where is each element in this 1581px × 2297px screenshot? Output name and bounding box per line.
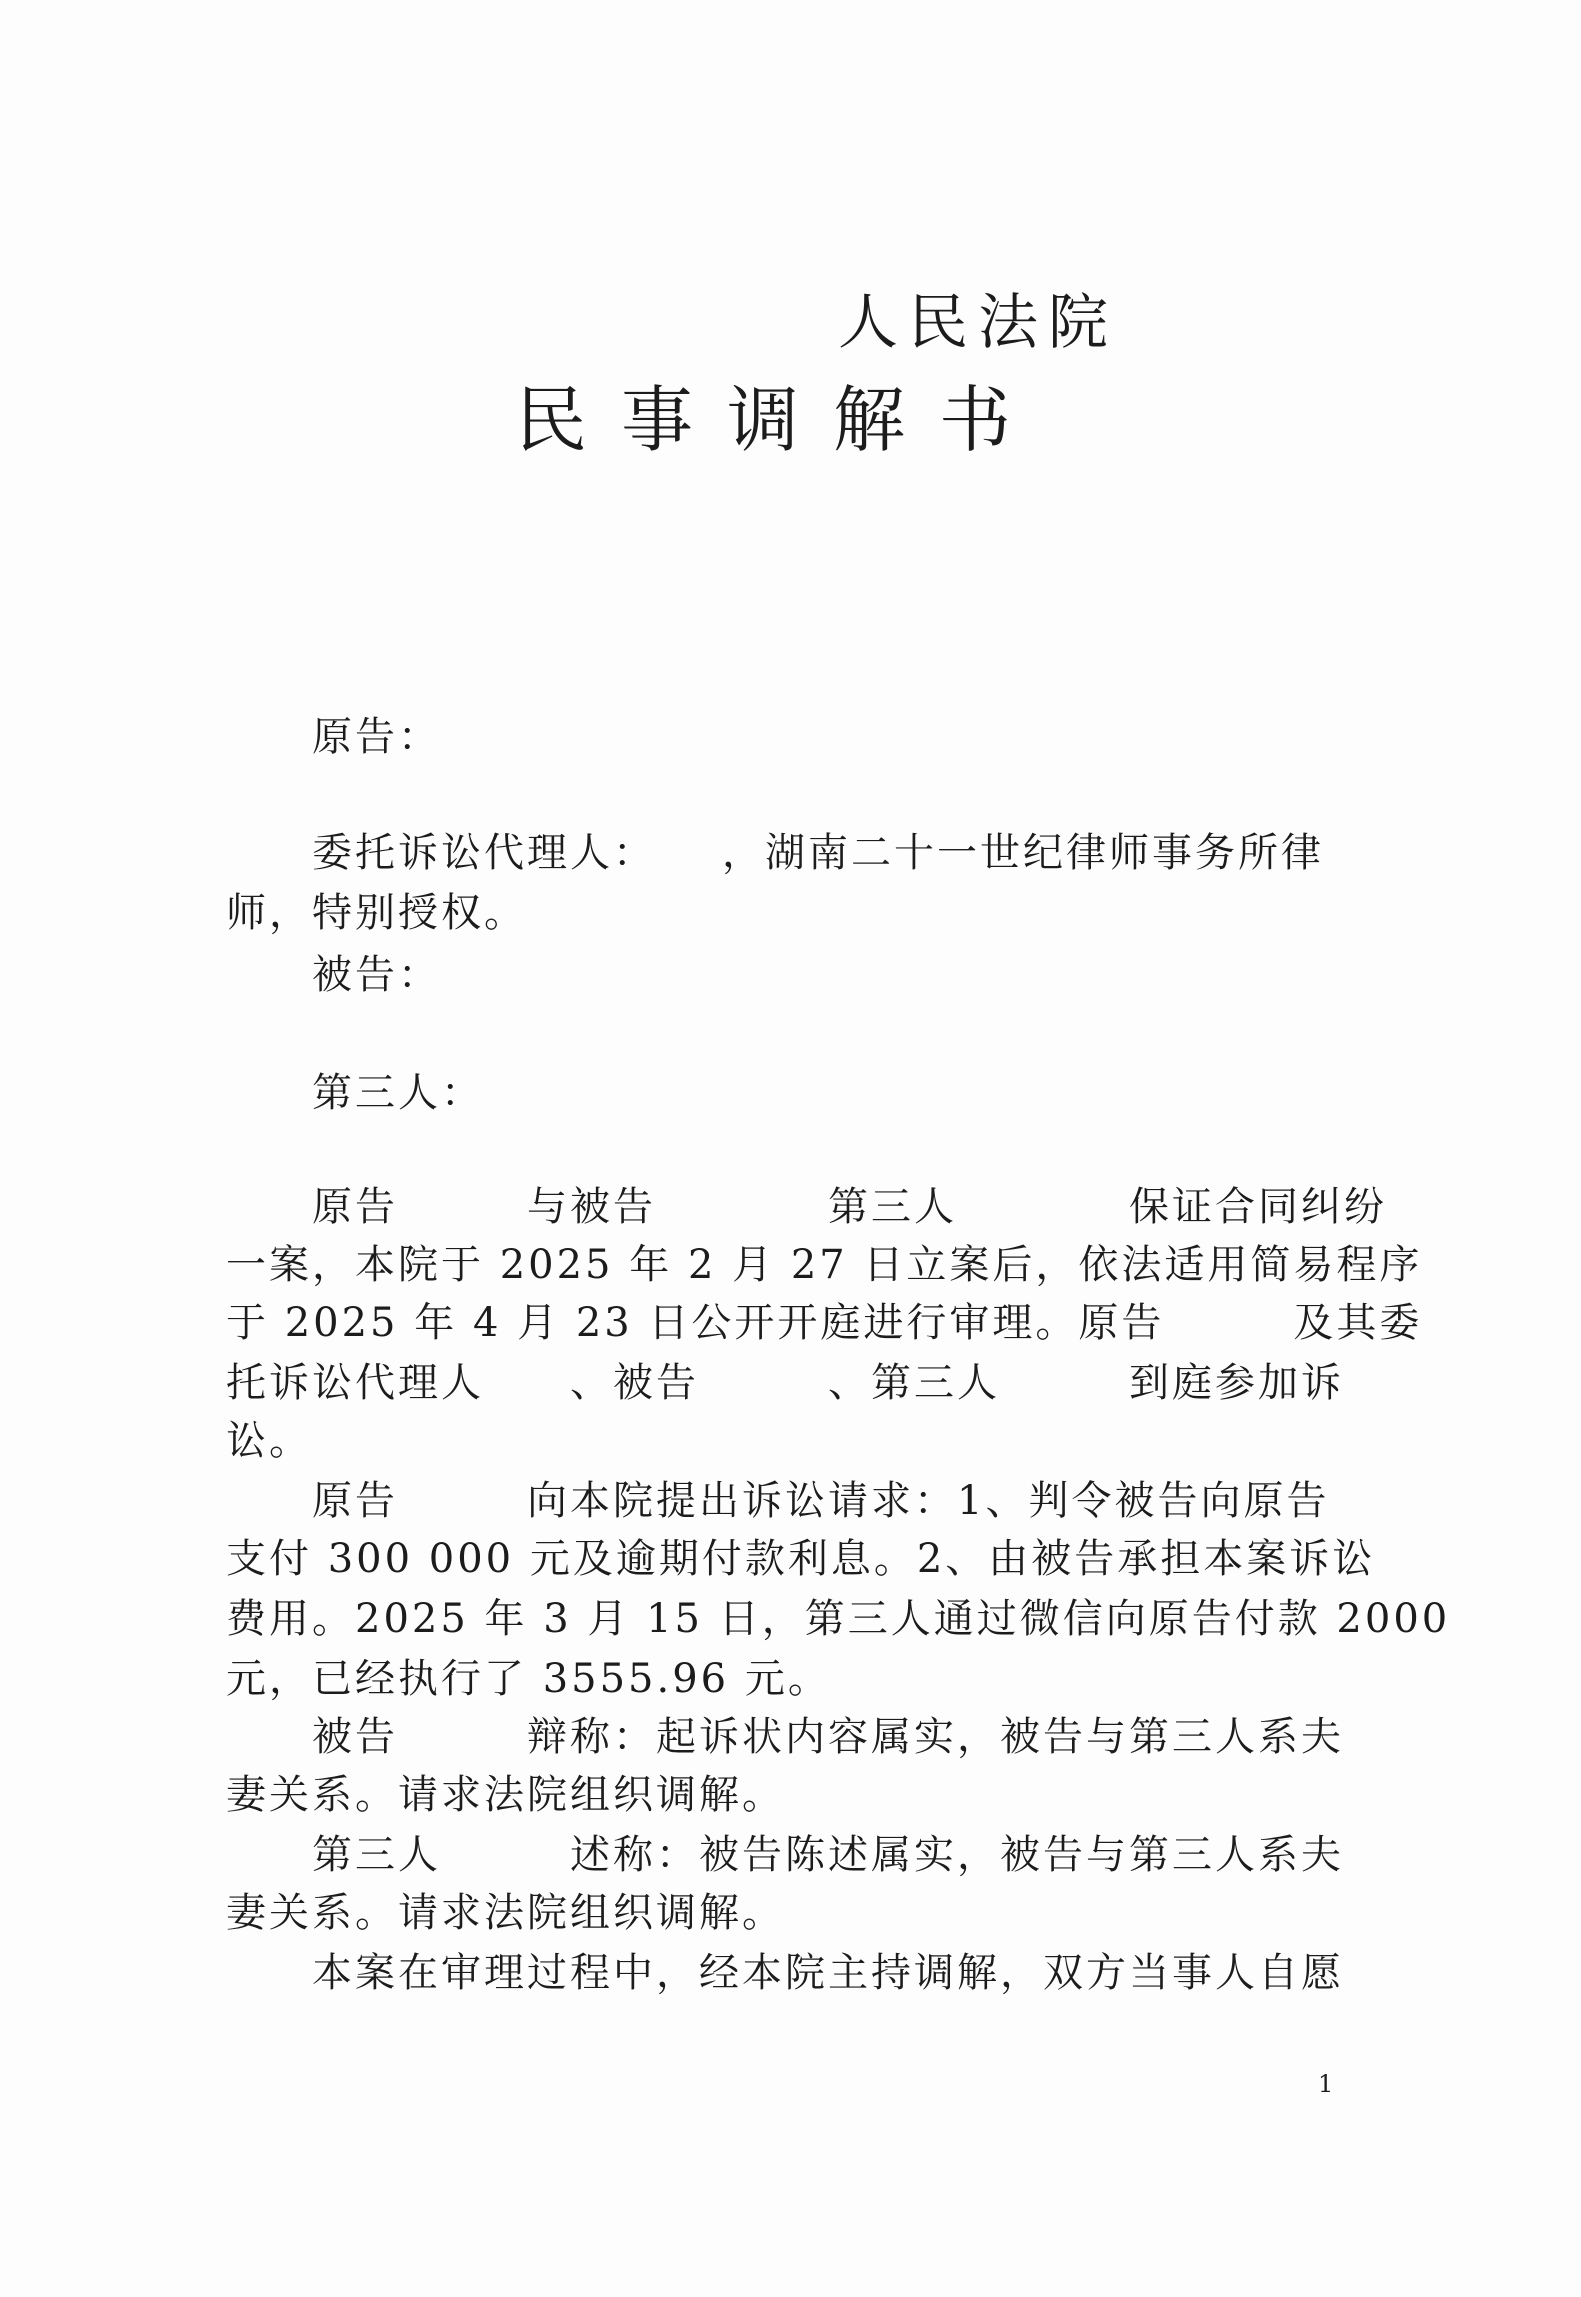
body-line: 被告 辩称：起诉状内容属实，被告与第三人系夫 xyxy=(312,1714,1344,1760)
body-line: 一案，本院于 2025 年 2 月 27 日立案后，依法适用简易程序 xyxy=(226,1242,1423,1288)
body-line: 支付 300 000 元及逾期付款利息。2、由被告承担本案诉讼 xyxy=(226,1536,1376,1582)
body-line: 本案在审理过程中，经本院主持调解，双方当事人自愿 xyxy=(312,1950,1344,1996)
body-line: 原告 向本院提出诉讼请求：1、判令被告向原告 xyxy=(312,1478,1330,1524)
third-party-line: 第三人： xyxy=(312,1070,484,1116)
body-line: 费用。2025 年 3 月 15 日，第三人通过微信向原告付款 2000 xyxy=(226,1596,1451,1642)
defendant-line: 被告： xyxy=(312,952,441,998)
plaintiff-line: 原告： xyxy=(312,714,441,760)
body-line: 元，已经执行了 3555.96 元。 xyxy=(226,1656,831,1702)
document-title: 民事调解书 xyxy=(515,378,1046,462)
court-name: 人民法院 xyxy=(838,288,1118,358)
body-line: 第三人 述称：被告陈述属实，被告与第三人系夫 xyxy=(312,1832,1344,1878)
body-line: 托诉讼代理人 、被告 、第三人 到庭参加诉 xyxy=(226,1360,1344,1406)
page-number: 1 xyxy=(1318,2070,1334,2098)
agent-line-2: 师，特别授权。 xyxy=(226,890,527,936)
body-line: 妻关系。请求法院组织调解。 xyxy=(226,1772,785,1818)
agent-line-1: 委托诉讼代理人： ，湖南二十一世纪律师事务所律 xyxy=(312,830,1324,876)
body-line: 原告 与被告 第三人 保证合同纠纷 xyxy=(312,1184,1387,1230)
body-line: 妻关系。请求法院组织调解。 xyxy=(226,1890,785,1936)
body-line: 于 2025 年 4 月 23 日公开开庭进行审理。原告 及其委 xyxy=(226,1300,1423,1346)
body-line: 讼。 xyxy=(226,1418,312,1464)
